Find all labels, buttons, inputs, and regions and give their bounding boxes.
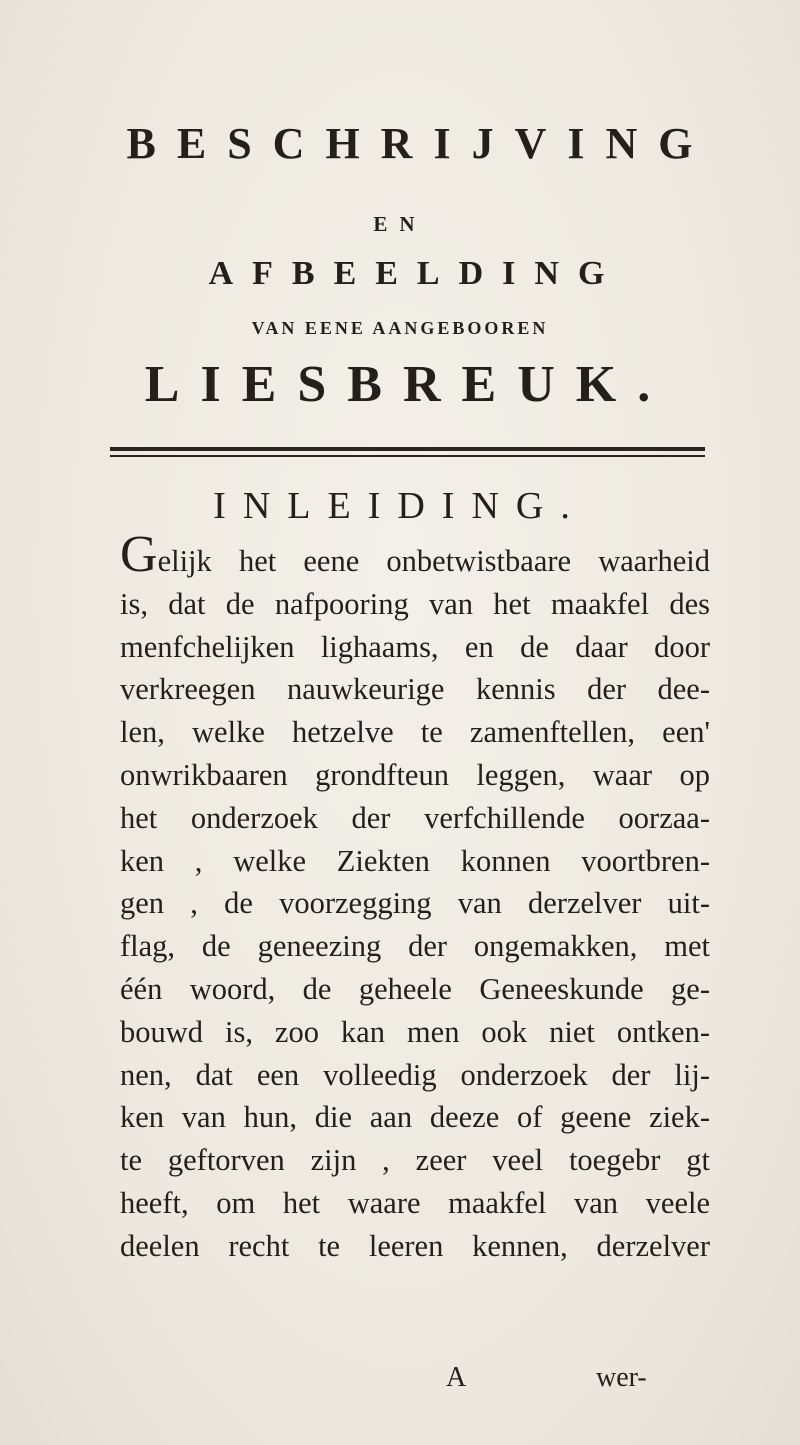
title-line-3: AFBEELDING xyxy=(208,255,624,292)
signature-mark: A xyxy=(446,1362,467,1393)
text-line: len, welke hetzelve te zamenftellen, een' xyxy=(120,715,710,750)
text-line: onwrikbaaren grondfteun leggen, waar op xyxy=(120,757,710,792)
drop-cap: G xyxy=(120,526,158,583)
text-line: bouwd is, zoo kan men ook niet ontken- xyxy=(120,1014,710,1049)
text-line: één woord, de geheele Geneeskunde ge- xyxy=(120,971,710,1006)
double-rule-divider xyxy=(110,447,705,459)
text-line xyxy=(120,526,710,583)
page-footer xyxy=(0,1362,800,1402)
title-line-1: BESCHRIJVING xyxy=(126,119,714,168)
rule-thick xyxy=(110,447,705,451)
text-line: flag, de geneezing der ongemakken, met xyxy=(120,929,710,964)
text-line: het onderzoek der verfchillende oorzaa- xyxy=(120,800,710,835)
title-line-4: VAN EENE AANGEBOOREN xyxy=(251,318,549,338)
text-line: gen , de voorzegging van derzelver uit- xyxy=(120,886,710,921)
title-line-5: LIESBREUK. xyxy=(144,356,672,413)
section-heading: INLEIDING. xyxy=(213,485,587,527)
text-line: is, dat de nafpooring van het maakfel des xyxy=(120,586,710,621)
text-line: heeft, om het waare maakfel van veele xyxy=(120,1185,710,1220)
body-paragraph xyxy=(120,526,710,1268)
rule-thin xyxy=(110,455,705,457)
text-line-content: elijk het eene onbetwistbaare waarheid xyxy=(157,544,710,578)
text-line: deelen recht te leeren kennen, derzelver xyxy=(120,1228,710,1263)
text-line: ken van hun, die aan deeze of geene ziek- xyxy=(120,1100,710,1135)
text-line: menfchelijken lighaams, en de daar door xyxy=(120,629,710,664)
title-line-2: EN xyxy=(373,212,427,236)
text-line: verkreegen nauwkeurige kennis der dee- xyxy=(120,672,710,707)
text-line: te geftorven zijn , zeer veel toegebr gt xyxy=(120,1143,710,1178)
catchword: wer- xyxy=(596,1362,647,1393)
text-line: ken , welke Ziekten konnen voortbren- xyxy=(120,843,710,878)
text-line: nen, dat een volleedig onderzoek der lij- xyxy=(120,1057,710,1092)
